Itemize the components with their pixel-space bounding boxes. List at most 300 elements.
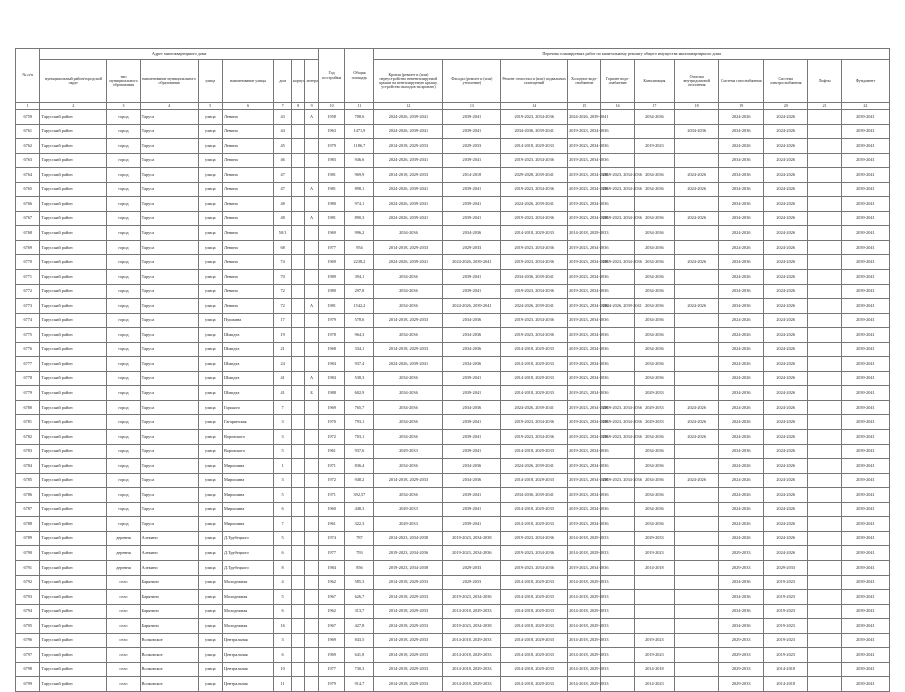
table-cell: 2024-2026 <box>763 400 808 415</box>
table-cell: Шмидта <box>223 357 274 372</box>
table-cell: 2034-2036 <box>719 124 764 139</box>
table-cell: 2014-2018, 2029-2033 <box>501 371 568 386</box>
table-cell <box>808 284 841 299</box>
table-cell: 2019-2023, 2034-2036 <box>501 328 568 343</box>
table-cell: 937,6 <box>345 444 374 459</box>
table-cell: А <box>305 371 318 386</box>
table-cell: 2019-2023, 2034-2036 <box>501 255 568 270</box>
table-cell: Тарусский район <box>40 648 107 663</box>
table-row <box>16 619 890 634</box>
col-header: наименование улицы <box>223 60 274 103</box>
table-cell: улица <box>198 604 222 619</box>
table-cell: 6780 <box>16 400 40 415</box>
table-cell <box>808 546 841 561</box>
table-cell: Ленина <box>223 110 274 125</box>
table-cell: 1958 <box>318 110 345 125</box>
table-cell: 2024-2026 <box>763 182 808 197</box>
table-cell: Мирошина <box>223 502 274 517</box>
table-cell: А <box>305 182 318 197</box>
table-cell: 2034-2036, 2039-2041 <box>501 124 568 139</box>
col-header: Система электроснабжения <box>763 60 808 103</box>
table-cell: 578,6 <box>345 313 374 328</box>
table-cell: 2019-2023, 2034-2036 <box>601 473 634 488</box>
table-cell: 48 <box>274 197 292 212</box>
table-cell: Д.Трубецкого <box>223 546 274 561</box>
table-cell: 2019-2023 <box>763 604 808 619</box>
table-cell: улица <box>198 226 222 241</box>
table-cell: Тарусский район <box>40 400 107 415</box>
table-cell <box>808 240 841 255</box>
table-cell: 2024-2026 <box>763 240 808 255</box>
table-cell: 45 <box>274 139 292 154</box>
table-cell: 2024-2026 <box>719 110 764 125</box>
table-cell <box>305 400 318 415</box>
table-cell: 2039-2041 <box>841 604 889 619</box>
table-cell: 2024-2026 <box>763 531 808 546</box>
table-cell: 1972 <box>318 430 345 445</box>
col-number: 9 <box>305 103 318 110</box>
table-cell: 2034-2036 <box>719 444 764 459</box>
table-cell: 2034-2036 <box>374 488 443 503</box>
table-cell: 2039-2041 <box>841 299 889 314</box>
table-cell: Тарусский район <box>40 124 107 139</box>
table-cell: город <box>107 459 140 474</box>
table-cell: Центральная <box>223 677 274 692</box>
table-cell <box>305 473 318 488</box>
col-header: Ремонт отмостки и (или) подвальных помещений <box>501 60 568 103</box>
table-cell: 2014-2018, 2029-2033 <box>374 619 443 634</box>
table-cell: 1981 <box>318 211 345 226</box>
table-cell: Таруса <box>140 284 198 299</box>
table-cell: Тарусский район <box>40 415 107 430</box>
table-cell: Молодежная <box>223 590 274 605</box>
table-cell: 2019-2023, 2034-2036 <box>568 182 601 197</box>
table-cell: 2014-2018 <box>443 168 501 183</box>
col-header: Холодное водо-снабжение <box>568 60 601 103</box>
table-cell: Волковское <box>140 677 198 692</box>
table-row <box>16 488 890 503</box>
table-cell: Ленина <box>223 240 274 255</box>
table-cell: улица <box>198 619 222 634</box>
col-number: 21 <box>808 103 841 110</box>
table-cell <box>674 560 719 575</box>
table-cell: 2034-2036 <box>374 284 443 299</box>
table-cell: 2019-2023, 2034-2036 <box>601 168 634 183</box>
table-cell: 2034-2036 <box>719 299 764 314</box>
table-row <box>16 182 890 197</box>
table-cell: Тарусский район <box>40 197 107 212</box>
table-cell: 2034-2036 <box>634 357 674 372</box>
col-number: 15 <box>568 103 601 110</box>
table-cell: 2034-2036 <box>634 502 674 517</box>
table-cell: 2019-2023, 2034-2036 <box>568 211 601 226</box>
table-cell: 2014-2018, 2029-2033 <box>568 575 601 590</box>
table-cell: 2034-2036 <box>719 211 764 226</box>
table-cell: 2014-2018, 2029-2033 <box>568 648 601 663</box>
table-cell: Ленина <box>223 284 274 299</box>
table-cell: 2024-2026, 2039-2041 <box>374 255 443 270</box>
table-cell <box>292 182 305 197</box>
table-cell <box>808 575 841 590</box>
table-cell: 2024-2026 <box>763 459 808 474</box>
table-cell: 5 <box>274 531 292 546</box>
table-cell: 6759 <box>16 110 40 125</box>
table-cell: Ленина <box>223 270 274 285</box>
table-row <box>16 211 890 226</box>
col-header: Система газоснабжения <box>719 60 764 103</box>
table-cell: 2019-2023, 2034-2036 <box>568 270 601 285</box>
table-cell: 2014-2018, 2029-2033 <box>443 677 501 692</box>
table-cell <box>305 430 318 445</box>
table-cell: Тарусский район <box>40 371 107 386</box>
table-cell <box>292 270 305 285</box>
col-header: корпус <box>292 60 305 103</box>
table-cell: 2019-2023, 2034-2036 <box>601 400 634 415</box>
table-cell: 3 <box>274 415 292 430</box>
table-cell <box>808 444 841 459</box>
table-cell: 2024-2026 <box>674 430 719 445</box>
table-cell: 2014-2018, 2029-2033 <box>374 240 443 255</box>
table-cell: 2034-2036 <box>374 430 443 445</box>
table-cell: 2024-2026 <box>763 444 808 459</box>
table-cell: 2019-2023 <box>634 648 674 663</box>
table-cell: 2024-2026 <box>719 473 764 488</box>
table-cell: 2034-2036 <box>374 415 443 430</box>
table-cell: 2014-2018, 2029-2033 <box>501 677 568 692</box>
table-cell: 2039-2041 <box>443 502 501 517</box>
table-cell: 2029-2033 <box>443 240 501 255</box>
table-cell: 2014-2023, 2034-2038 <box>374 531 443 546</box>
table-row <box>16 633 890 648</box>
table-cell: 2034-2036 <box>634 444 674 459</box>
table-row <box>16 371 890 386</box>
table-cell <box>634 197 674 212</box>
table-cell: 6786 <box>16 488 40 503</box>
table-cell: 2034-2036 <box>634 168 674 183</box>
table-cell: 7 <box>274 517 292 532</box>
table-cell: 1968 <box>318 342 345 357</box>
table-row <box>16 415 890 430</box>
table-cell: 3 <box>274 430 292 445</box>
col-number: 4 <box>140 103 198 110</box>
table-cell: улица <box>198 677 222 692</box>
table-cell: 1186,7 <box>345 139 374 154</box>
table-cell: 2039-2041 <box>443 270 501 285</box>
table-cell: 2024-2026 <box>763 153 808 168</box>
table-cell: 2024-2026 <box>674 400 719 415</box>
table-cell <box>808 633 841 648</box>
column-header-row <box>16 60 890 103</box>
table-row <box>16 255 890 270</box>
table-cell: Таруса <box>140 488 198 503</box>
table-cell: 2024-2026 <box>763 284 808 299</box>
table-cell: Тарусский район <box>40 153 107 168</box>
table-cell: 946,6 <box>345 153 374 168</box>
table-row <box>16 139 890 154</box>
table-cell: 1969 <box>318 400 345 415</box>
table-cell <box>305 226 318 241</box>
table-cell: 5 <box>274 488 292 503</box>
table-cell: 2019-2023, 2034-2036 <box>568 139 601 154</box>
table-cell: 2014-2018, 2029-2033 <box>501 575 568 590</box>
table-cell: 2019-2023, 2034-2036 <box>568 240 601 255</box>
table-cell: 2034-2036 <box>443 328 501 343</box>
table-cell: 2024-2026 <box>674 182 719 197</box>
table-cell <box>292 299 305 314</box>
table-cell: 2024-2026, 2039-2041 <box>501 299 568 314</box>
table-cell <box>808 590 841 605</box>
table-cell: 50/1 <box>274 226 292 241</box>
table-cell: А <box>305 299 318 314</box>
table-cell: улица <box>198 546 222 561</box>
table-cell: 6762 <box>16 139 40 154</box>
table-cell: 1974 <box>318 531 345 546</box>
table-cell: 10 <box>274 662 292 677</box>
table-cell: 1963 <box>318 124 345 139</box>
table-cell: 1969 <box>318 648 345 663</box>
table-cell <box>292 124 305 139</box>
table-cell: город <box>107 488 140 503</box>
table-cell: 6792 <box>16 575 40 590</box>
table-cell <box>634 575 674 590</box>
table-cell: 2024-2026 <box>763 357 808 372</box>
col-header: Фундамент <box>841 60 889 103</box>
table-cell: 5 <box>274 590 292 605</box>
table-row <box>16 226 890 241</box>
table-cell <box>808 430 841 445</box>
table-cell: улица <box>198 342 222 357</box>
table-cell: 68 <box>274 240 292 255</box>
table-cell: Тарусский район <box>40 328 107 343</box>
table-cell: 2034-2036 <box>374 400 443 415</box>
table-cell: 2014-2018, 2029-2033 <box>501 473 568 488</box>
table-cell: село <box>107 677 140 692</box>
table-cell: 2014-2018, 2029-2033 <box>443 633 501 648</box>
table-cell: улица <box>198 502 222 517</box>
table-cell: 2019-2023, 2034-2038 <box>443 531 501 546</box>
table-cell: Тарусский район <box>40 488 107 503</box>
table-cell <box>305 560 318 575</box>
table-cell: 6789 <box>16 531 40 546</box>
table-cell: улица <box>198 270 222 285</box>
table-cell: Таруса <box>140 211 198 226</box>
table-cell: 2019-2023, 2034-2036 <box>568 313 601 328</box>
table-cell: А <box>305 211 318 226</box>
table-cell: 2019-2023 <box>763 619 808 634</box>
table-cell: 2014-2018, 2029-2033 <box>501 386 568 401</box>
table-cell: 2034-2036 <box>634 459 674 474</box>
col-header: дом <box>274 60 292 103</box>
group-header-row <box>16 49 890 60</box>
table-cell: Таруса <box>140 371 198 386</box>
table-cell: 2024-2026, 2039-2041 <box>374 110 443 125</box>
table-cell: 2024-2026 <box>763 270 808 285</box>
table-cell: 6796 <box>16 633 40 648</box>
table-cell: 2039-2041 <box>841 531 889 546</box>
table-cell: 2024-2026 <box>674 168 719 183</box>
table-cell: 2034-2036 <box>634 488 674 503</box>
table-cell: Таруса <box>140 110 198 125</box>
table-cell <box>674 590 719 605</box>
table-cell: 2019-2023, 2034-2036 <box>568 284 601 299</box>
table-cell: 6769 <box>16 240 40 255</box>
table-cell: улица <box>198 590 222 605</box>
table-cell: улица <box>198 386 222 401</box>
table-cell: 21 <box>274 342 292 357</box>
table-cell <box>808 531 841 546</box>
table-cell: 1971 <box>318 488 345 503</box>
table-cell: 1962 <box>318 604 345 619</box>
table-cell: Барятино <box>140 619 198 634</box>
table-cell: 2034-2036 <box>374 386 443 401</box>
table-cell: город <box>107 168 140 183</box>
table-row <box>16 473 890 488</box>
table-cell <box>305 139 318 154</box>
table-cell <box>808 619 841 634</box>
table-cell: 2024-2026 <box>674 415 719 430</box>
table-cell <box>808 110 841 125</box>
table-cell: 1970 <box>318 415 345 430</box>
col-number: 17 <box>634 103 674 110</box>
col-number: 2 <box>40 103 107 110</box>
table-cell: улица <box>198 197 222 212</box>
table-cell: Б <box>305 386 318 401</box>
table-cell <box>292 430 305 445</box>
table-cell: 2024-2026 <box>719 371 764 386</box>
table-cell <box>292 648 305 663</box>
table-row <box>16 502 890 517</box>
col-header: Горячее водо-снабжение <box>601 60 634 103</box>
table-cell: Тарусский район <box>40 444 107 459</box>
table-cell: 2039-2041 <box>841 633 889 648</box>
table-cell: город <box>107 270 140 285</box>
table-cell: Тарусский район <box>40 473 107 488</box>
table-cell: 2024-2026 <box>763 211 808 226</box>
table-cell: 2019-2023, 2034-2036 <box>568 357 601 372</box>
table-cell: Горького <box>223 400 274 415</box>
group-header-address: Адрес многоквартирного дома <box>40 49 318 60</box>
table-cell: 1984 <box>318 357 345 372</box>
table-cell: улица <box>198 517 222 532</box>
table-cell: улица <box>198 400 222 415</box>
table-cell <box>674 662 719 677</box>
table-cell: Шмидта <box>223 371 274 386</box>
table-cell: 2024-2026 <box>763 473 808 488</box>
table-cell: 6 <box>274 648 292 663</box>
table-cell <box>674 153 719 168</box>
table-cell: Таруса <box>140 124 198 139</box>
table-cell: 856 <box>345 560 374 575</box>
table-cell <box>305 270 318 285</box>
table-cell: 2014-2018, 2029-2033 <box>501 604 568 619</box>
table-cell <box>305 284 318 299</box>
table-cell: 1977 <box>318 240 345 255</box>
table-cell <box>292 400 305 415</box>
table-cell <box>292 197 305 212</box>
table-cell: 70 <box>274 270 292 285</box>
table-row <box>16 400 890 415</box>
table-cell <box>674 531 719 546</box>
table-cell: Ленина <box>223 182 274 197</box>
table-cell: 2034-2036 <box>443 226 501 241</box>
table-cell: город <box>107 400 140 415</box>
table-cell: 2034-2036 <box>634 313 674 328</box>
table-cell: улица <box>198 211 222 226</box>
table-cell: 2019-2023, 2034-2036 <box>601 415 634 430</box>
table-cell: 2019-2023 <box>763 648 808 663</box>
col-header: муниципальный район/городской округ <box>40 60 107 103</box>
table-cell: 4 <box>274 575 292 590</box>
table-cell: улица <box>198 240 222 255</box>
table-cell <box>292 502 305 517</box>
col-number: 11 <box>345 103 374 110</box>
table-cell: 1980 <box>318 197 345 212</box>
table-cell: Таруса <box>140 502 198 517</box>
col-number: 1 <box>16 103 40 110</box>
table-cell: 2039-2041 <box>443 444 501 459</box>
table-cell: 2024-2026 <box>763 342 808 357</box>
table-cell: Ленина <box>223 197 274 212</box>
table-cell: 2014-2018, 2029-2033 <box>374 342 443 357</box>
table-cell <box>674 648 719 663</box>
table-body <box>16 110 890 692</box>
table-row <box>16 342 890 357</box>
table-cell: Мирошина <box>223 473 274 488</box>
table-cell: Шмидта <box>223 342 274 357</box>
table-cell <box>808 604 841 619</box>
table-cell: Тарусский район <box>40 342 107 357</box>
table-cell: 6797 <box>16 648 40 663</box>
table-cell: 585,3 <box>345 575 374 590</box>
table-cell: 2019-2023, 2034-2036 <box>601 255 634 270</box>
table-cell: 394,1 <box>345 270 374 285</box>
table-cell: Тарусский район <box>40 168 107 183</box>
table-cell: 2039-2041 <box>443 415 501 430</box>
table-cell: Таруса <box>140 139 198 154</box>
table-cell: 2034-2036 <box>719 604 764 619</box>
table-cell: 898,1 <box>345 182 374 197</box>
table-cell: Таруса <box>140 386 198 401</box>
table-cell: Таруса <box>140 328 198 343</box>
col-header: № п/п <box>16 49 40 103</box>
column-number-row <box>16 103 890 110</box>
table-cell: 392,57 <box>345 488 374 503</box>
table-row <box>16 328 890 343</box>
table-cell: 937,4 <box>345 357 374 372</box>
table-cell: Тарусский район <box>40 662 107 677</box>
col-header: наименование муниципального образования <box>140 60 198 103</box>
table-cell: 1980 <box>318 284 345 299</box>
table-cell: 74 <box>274 255 292 270</box>
table-cell <box>674 342 719 357</box>
table-cell: Таруса <box>140 226 198 241</box>
table-cell: город <box>107 502 140 517</box>
table-cell: Тарусский район <box>40 255 107 270</box>
table-cell: 2024-2026, 2039-2041 <box>443 255 501 270</box>
table-cell <box>292 211 305 226</box>
table-cell: 2019-2023, 2034-2036 <box>501 415 568 430</box>
table-cell: 6 <box>274 604 292 619</box>
table-cell: 787 <box>345 531 374 546</box>
table-cell: 1979 <box>318 313 345 328</box>
table-cell: 2024-2026 <box>763 299 808 314</box>
table-cell: 2024-2026, 2039-2041 <box>501 459 568 474</box>
table-cell: город <box>107 255 140 270</box>
table-cell: 1979 <box>318 677 345 692</box>
table-cell <box>808 502 841 517</box>
table-cell: 1960 <box>318 502 345 517</box>
table-cell <box>305 604 318 619</box>
